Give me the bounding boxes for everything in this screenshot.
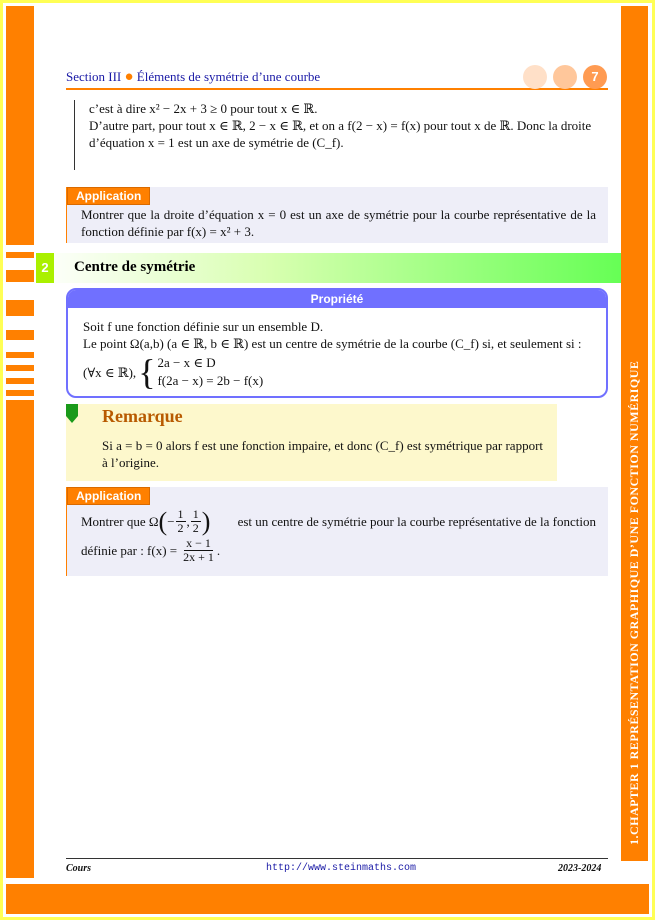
- paren-symbol: (: [158, 507, 168, 536]
- left-stripe: [6, 270, 34, 282]
- section-number: 2: [36, 253, 54, 283]
- footer-left: Cours: [66, 863, 92, 874]
- fraction-numerator: 1: [177, 507, 184, 521]
- page-number: 7: [583, 65, 607, 89]
- section-title: Centre de symétrie: [74, 259, 196, 275]
- application-label: Application: [67, 487, 150, 505]
- minus-symbol: −: [167, 514, 175, 529]
- left-stripe: [6, 400, 34, 405]
- header-title: Éléments de symétrie d’une courbe: [136, 69, 321, 84]
- remark-text: Si a = b = 0 alors f est une fonction impaire, et donc (C_f) est symétrique par rapport à l’origine.: [102, 438, 544, 470]
- remark-marker-icon: [66, 404, 78, 416]
- left-stripe: [6, 365, 34, 371]
- fraction: [176, 508, 186, 535]
- application-text-part: est un centre de symétrie pour la courbe représentative de la fonction: [237, 514, 596, 529]
- fraction: [181, 537, 216, 564]
- proof-block: [74, 100, 608, 170]
- footer-rule: [66, 858, 608, 859]
- property-line: Le point Ω(a,b) (a ∈ ℝ, b ∈ ℝ) est un centre de symétrie de la courbe (C_f) si, et seulement si :: [83, 336, 582, 351]
- fraction-numerator: x − 1: [186, 536, 211, 550]
- fraction-denominator: 2x + 1: [183, 550, 214, 564]
- property-condition: f(2a − x) = 2b − f(x): [157, 373, 264, 388]
- left-orange-bar: [6, 6, 34, 878]
- application-text-part: Montrer que Ω: [81, 514, 159, 529]
- comma-symbol: ,: [186, 514, 190, 529]
- decor-circle: [523, 65, 547, 89]
- property-condition: 2a − x ∈ D: [157, 355, 216, 370]
- brace-symbol: {: [138, 352, 156, 392]
- property-line: Soit f une fonction définie sur un ensemble D.: [83, 319, 324, 334]
- application-box-1: [66, 187, 608, 243]
- fraction-numerator: 1: [192, 507, 199, 521]
- header-rule: [66, 88, 608, 90]
- property-system: [83, 354, 592, 390]
- property-body: [83, 318, 592, 390]
- fraction: [191, 508, 201, 535]
- property-label: Propriété: [68, 290, 606, 308]
- remark-marker-tip: [66, 416, 78, 423]
- footer-year: 2023-2024: [558, 863, 602, 874]
- application-text: [81, 508, 596, 564]
- remark-title: Remarque: [102, 406, 183, 426]
- paren-symbol: ): [201, 507, 211, 536]
- side-chapter-title: 1.CHAPTER 1 REPRÉSENTATION GRAPHIQUE D’UNE FONCTION NUMÉRIQUE: [627, 360, 641, 845]
- left-stripe: [6, 300, 34, 316]
- footer-url-link[interactable]: http://www.steinmaths.com: [266, 863, 417, 874]
- running-header: [66, 69, 320, 86]
- application-box-2: [66, 487, 608, 576]
- fraction-denominator: 2: [192, 521, 199, 535]
- period-symbol: .: [216, 543, 221, 558]
- left-stripe: [6, 352, 34, 358]
- decor-circle: [553, 65, 577, 89]
- header-section: Section III: [66, 69, 122, 84]
- proof-line: c’est à dire x² − 2x + 3 ≥ 0 pour tout x ∈ ℝ.: [89, 101, 318, 116]
- fraction-denominator: 2: [177, 521, 184, 535]
- application-label: Application: [67, 187, 150, 205]
- property-quantifier: (∀x ∈ ℝ),: [83, 364, 137, 380]
- proof-line: d’équation x = 1 est un axe de symétrie de (C_f).: [89, 135, 344, 150]
- property-box: [66, 288, 608, 398]
- left-stripe: [6, 252, 34, 258]
- bottom-orange-bar: [6, 884, 649, 914]
- left-stripe: [6, 330, 34, 340]
- left-stripe: [6, 378, 34, 384]
- proof-line: D’autre part, pour tout x ∈ ℝ, 2 − x ∈ ℝ, et on a f(2 − x) = f(x) pour tout x de ℝ. Donc la droite: [89, 118, 592, 133]
- application-text: Montrer que la droite d’équation x = 0 est un axe de symétrie pour la courbe représentative de la fonction définie par f(x) = x² + 3.: [81, 207, 596, 239]
- bullet-icon: ●: [124, 69, 134, 85]
- left-stripe: [6, 390, 34, 396]
- application-text-part: définie par : f(x) =: [81, 543, 178, 558]
